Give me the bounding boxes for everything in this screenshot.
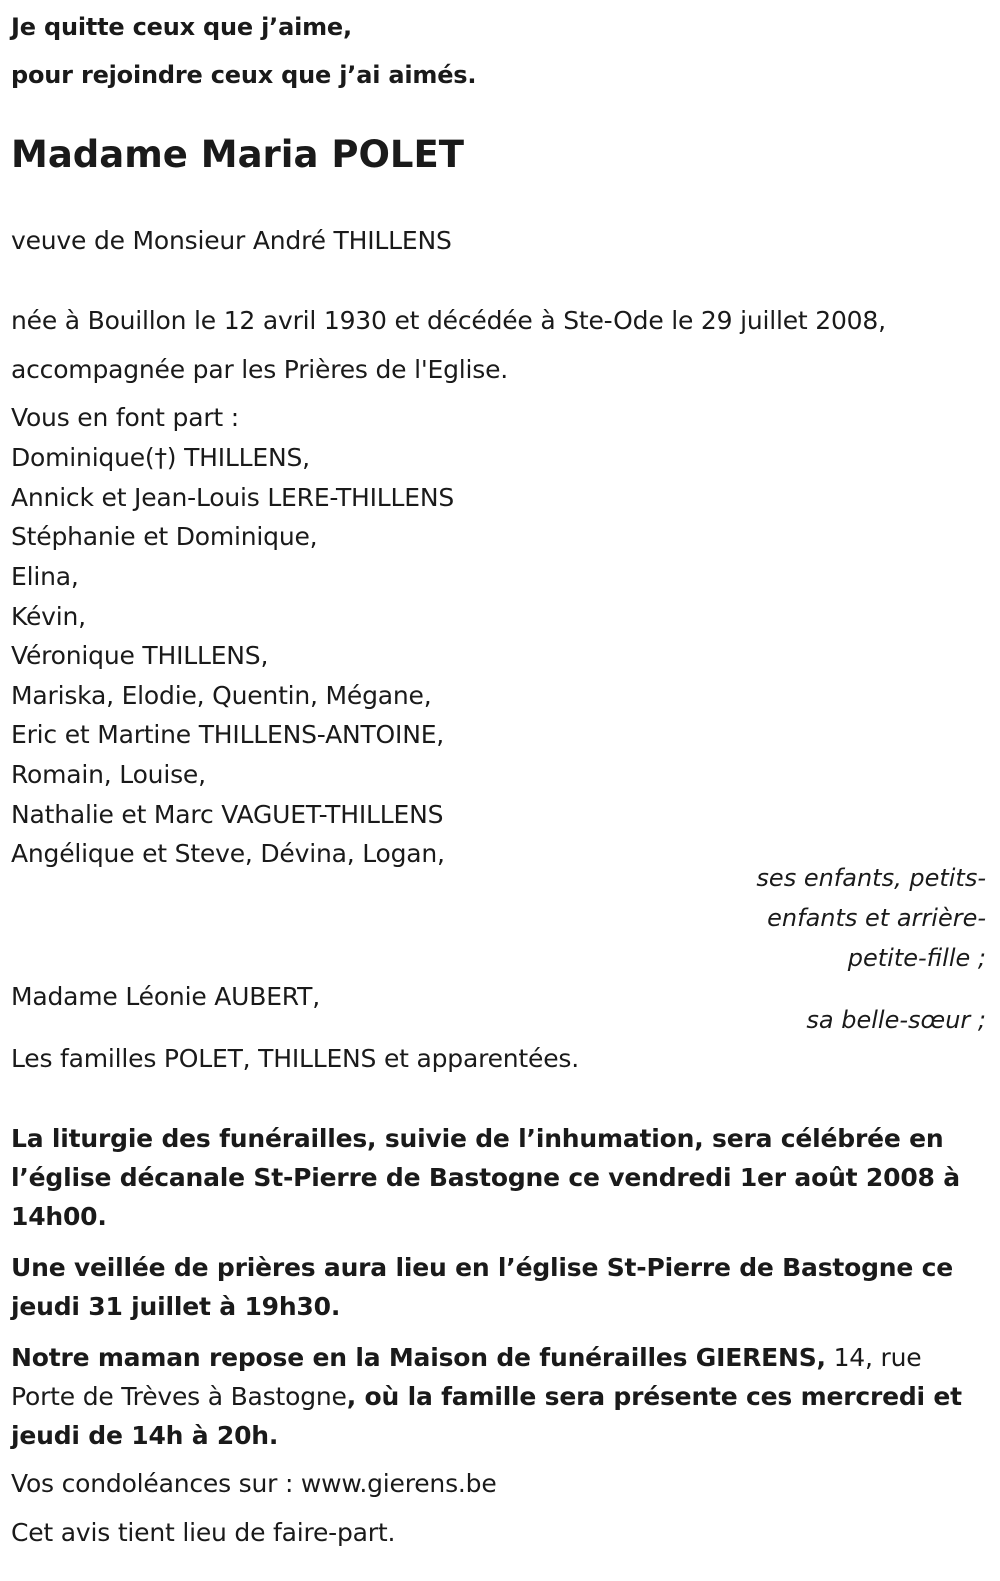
deceased-name: Madame Maria POLET: [11, 133, 464, 176]
family-member: Mariska, Elodie, Quentin, Mégane,: [11, 681, 432, 710]
resting-place-bold-1: Notre maman repose en la Maison de funérailles GIERENS,: [11, 1343, 826, 1372]
widow-of-line: veuve de Monsieur André THILLENS: [11, 226, 452, 255]
condolences-line: Vos condoléances sur : www.gierens.be: [11, 1469, 497, 1498]
relation-sister-in-law: sa belle-sœur ;: [806, 1006, 986, 1034]
relation-line: ses enfants, petits-: [756, 864, 986, 892]
family-member: Stéphanie et Dominique,: [11, 522, 318, 551]
family-member: Angélique et Steve, Dévina, Logan,: [11, 839, 445, 868]
prayers-line: accompagnée par les Prières de l'Eglise.: [11, 355, 509, 384]
family-member: Kévin,: [11, 602, 86, 631]
family-member: Véronique THILLENS,: [11, 641, 269, 670]
quote-line-2: pour rejoindre ceux que j’ai aimés.: [11, 61, 477, 89]
prayer-vigil: Une veillée de prières aura lieu en l’église St-Pierre de Bastogne ce jeudi 31 juillet à 19h30.: [11, 1253, 954, 1321]
funeral-liturgy: La liturgie des funérailles, suivie de l’inhumation, sera célébrée en l’église décanale St-Pierre de Bastogne ce vendredi 1er août 2008 à 14h00.: [11, 1124, 960, 1231]
relation-line: enfants et arrière-: [767, 904, 986, 932]
sister-in-law-name: Madame Léonie AUBERT,: [11, 982, 320, 1011]
families-line: Les familles POLET, THILLENS et apparentées.: [11, 1044, 579, 1073]
family-member: Eric et Martine THILLENS-ANTOINE,: [11, 720, 445, 749]
birth-death-line: née à Bouillon le 12 avril 1930 et décédée à Ste-Ode le 29 juillet 2008,: [11, 306, 886, 335]
relation-line: petite-fille ;: [847, 944, 986, 972]
resting-place-address: 14, rue Porte de Trèves à Bastogne: [11, 1343, 922, 1411]
quote-line-1: Je quitte ceux que j’aime,: [11, 13, 352, 41]
notice-line: Cet avis tient lieu de faire-part.: [11, 1518, 396, 1547]
family-member: Elina,: [11, 562, 79, 591]
announce-intro: Vous en font part :: [11, 403, 239, 432]
family-member: Annick et Jean-Louis LERE-THILLENS: [11, 483, 455, 512]
resting-place-bold-2: , où la famille sera présente ces mercredi et jeudi de 14h à 20h.: [11, 1382, 962, 1450]
resting-place: [11, 1338, 971, 1455]
family-member: Romain, Louise,: [11, 760, 206, 789]
family-member: Dominique(†) THILLENS,: [11, 443, 310, 472]
family-member: Nathalie et Marc VAGUET-THILLENS: [11, 800, 444, 829]
